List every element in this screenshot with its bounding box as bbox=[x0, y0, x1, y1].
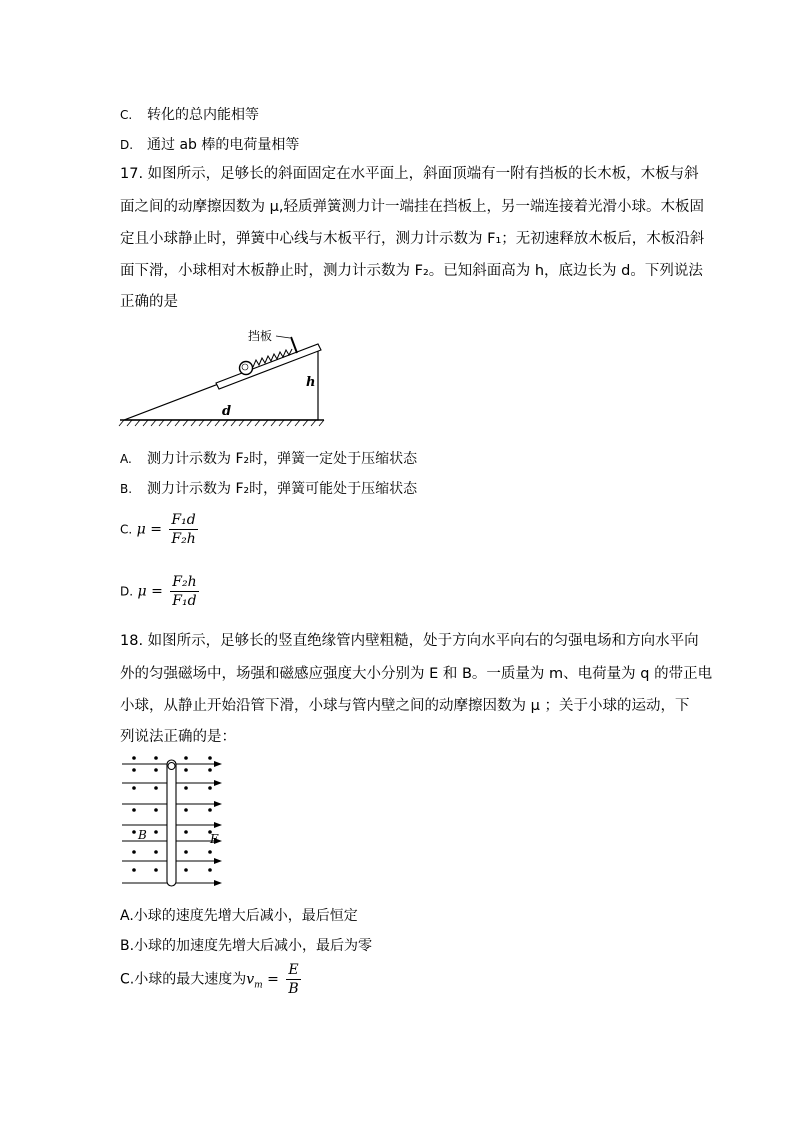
option-text: C.小球的最大速度为 bbox=[120, 971, 247, 988]
field-arrowhead bbox=[214, 880, 222, 886]
field-b-label: B bbox=[138, 828, 147, 842]
field-arrowhead bbox=[214, 761, 222, 767]
field-arrowhead bbox=[214, 858, 222, 864]
field-dot-b bbox=[184, 868, 188, 872]
height-label: h bbox=[306, 375, 316, 390]
option-label: A. bbox=[120, 452, 132, 466]
field-arrowhead bbox=[214, 822, 222, 828]
field-dot-b bbox=[154, 786, 158, 790]
field-dot-b bbox=[154, 756, 158, 760]
formula-lhs: v bbox=[246, 971, 255, 988]
q18-line-2: 外的匀强磁场中，场强和磁感应强度大小分别为 E 和 B。一质量为 m、电荷量为 q 的带正电 bbox=[120, 666, 713, 682]
q18-line-4: 列说法正确的是： bbox=[120, 729, 236, 745]
field-arrowhead bbox=[214, 780, 222, 786]
q17-option-b bbox=[120, 478, 417, 498]
q18-line-1: 18. 如图所示，足够长的竖直绝缘管内壁粗糙，处于方向水平向右的匀强电场和方向水平向 bbox=[120, 633, 699, 649]
q18-option-b: B.小球的加速度先增大后减小，最后为零 bbox=[120, 938, 373, 954]
field-dot-b bbox=[208, 868, 212, 872]
field-dot-b bbox=[208, 850, 212, 854]
field-dot-b bbox=[132, 830, 136, 834]
q17-option-c bbox=[120, 512, 198, 547]
prev-option-c bbox=[120, 104, 259, 124]
ball bbox=[168, 763, 175, 770]
field-dot-b bbox=[132, 786, 136, 790]
field-dot-b bbox=[154, 808, 158, 812]
field-dot-b bbox=[154, 850, 158, 854]
field-dot-b bbox=[132, 868, 136, 872]
field-dot-b bbox=[132, 768, 136, 772]
field-dot-b bbox=[184, 786, 188, 790]
plate-label: 挡板 bbox=[248, 329, 273, 343]
ball bbox=[240, 362, 253, 375]
base-label: d bbox=[222, 404, 232, 419]
option-text: 测力计示数为 F₂时，弹簧可能处于压缩状态 bbox=[147, 481, 418, 497]
option-label: B. bbox=[120, 482, 133, 496]
field-dot-b bbox=[154, 830, 158, 834]
option-label: D. bbox=[120, 138, 134, 152]
fraction-denominator: F₂h bbox=[171, 531, 196, 547]
option-label: D. bbox=[120, 584, 134, 599]
q18-option-c bbox=[120, 962, 301, 997]
fraction-numerator: F₂h bbox=[172, 574, 197, 590]
q18-line-3: 小球，从静止开始沿管下滑，小球与管内壁之间的动摩擦因数为 μ ；关于小球的运动，下 bbox=[120, 698, 690, 714]
field-dot-b bbox=[208, 756, 212, 760]
field-dot-b bbox=[184, 850, 188, 854]
formula-fraction bbox=[286, 962, 300, 997]
incline-figure bbox=[118, 322, 328, 430]
fraction-denominator: F₁d bbox=[172, 593, 197, 609]
field-dot-b bbox=[184, 830, 188, 834]
option-text: 通过 ab 棒的电荷量相等 bbox=[147, 137, 300, 153]
field-e-label: E bbox=[210, 832, 219, 846]
q17-line-5: 正确的是 bbox=[120, 294, 178, 310]
field-dot-b bbox=[184, 768, 188, 772]
q18-option-a: A.小球的速度先增大后减小，最后恒定 bbox=[120, 908, 358, 924]
prev-option-d bbox=[120, 134, 299, 154]
field-dot-b bbox=[154, 768, 158, 772]
field-dot-b bbox=[184, 756, 188, 760]
field-dot-b bbox=[132, 808, 136, 812]
q17-line-3: 定且小球静止时，弹簧中心线与木板平行，测力计示数为 F₁；无初速释放木板后，木板沿斜 bbox=[120, 231, 705, 247]
q17-line-4: 面下滑，小球相对木板静止时，测力计示数为 F₂。已知斜面高为 h，底边长为 d。下列说法 bbox=[120, 263, 703, 279]
q17-line-1: 17. 如图所示，足够长的斜面固定在水平面上，斜面顶端有一附有挡板的长木板，木板与斜 bbox=[120, 166, 699, 182]
insulating-tube bbox=[167, 760, 176, 886]
formula-lhs: μ = bbox=[137, 583, 163, 600]
stop-plate bbox=[291, 337, 297, 353]
field-dot-b bbox=[132, 850, 136, 854]
field-dot-b bbox=[208, 768, 212, 772]
fraction-denominator: B bbox=[288, 981, 299, 997]
q17-option-a bbox=[120, 448, 417, 468]
field-arrowhead bbox=[214, 801, 222, 807]
field-figure bbox=[118, 756, 228, 890]
ground-hatch bbox=[119, 420, 324, 426]
fraction-numerator: F₁d bbox=[171, 512, 196, 528]
fraction-numerator: E bbox=[288, 962, 299, 978]
formula-fraction bbox=[170, 574, 198, 609]
option-label: C. bbox=[120, 522, 133, 537]
field-dot-b bbox=[154, 868, 158, 872]
field-dot-b bbox=[132, 756, 136, 760]
field-dot-b bbox=[208, 808, 212, 812]
formula-lhs: μ = bbox=[136, 521, 162, 538]
formula-fraction bbox=[169, 512, 197, 547]
q17-line-2: 面之间的动摩擦因数为 μ,轻质弹簧测力计一端挂在挡板上，另一端连接着光滑小球。木板固 bbox=[120, 199, 704, 215]
formula-equals: = bbox=[267, 971, 279, 988]
field-dot-b bbox=[208, 786, 212, 790]
option-label: C. bbox=[120, 108, 133, 122]
q17-option-d bbox=[120, 574, 199, 609]
option-text: 测力计示数为 F₂时，弹簧一定处于压缩状态 bbox=[147, 451, 418, 467]
option-text: 转化的总内能相等 bbox=[147, 107, 259, 123]
field-dot-b bbox=[184, 808, 188, 812]
formula-lhs-subscript: m bbox=[254, 980, 263, 991]
